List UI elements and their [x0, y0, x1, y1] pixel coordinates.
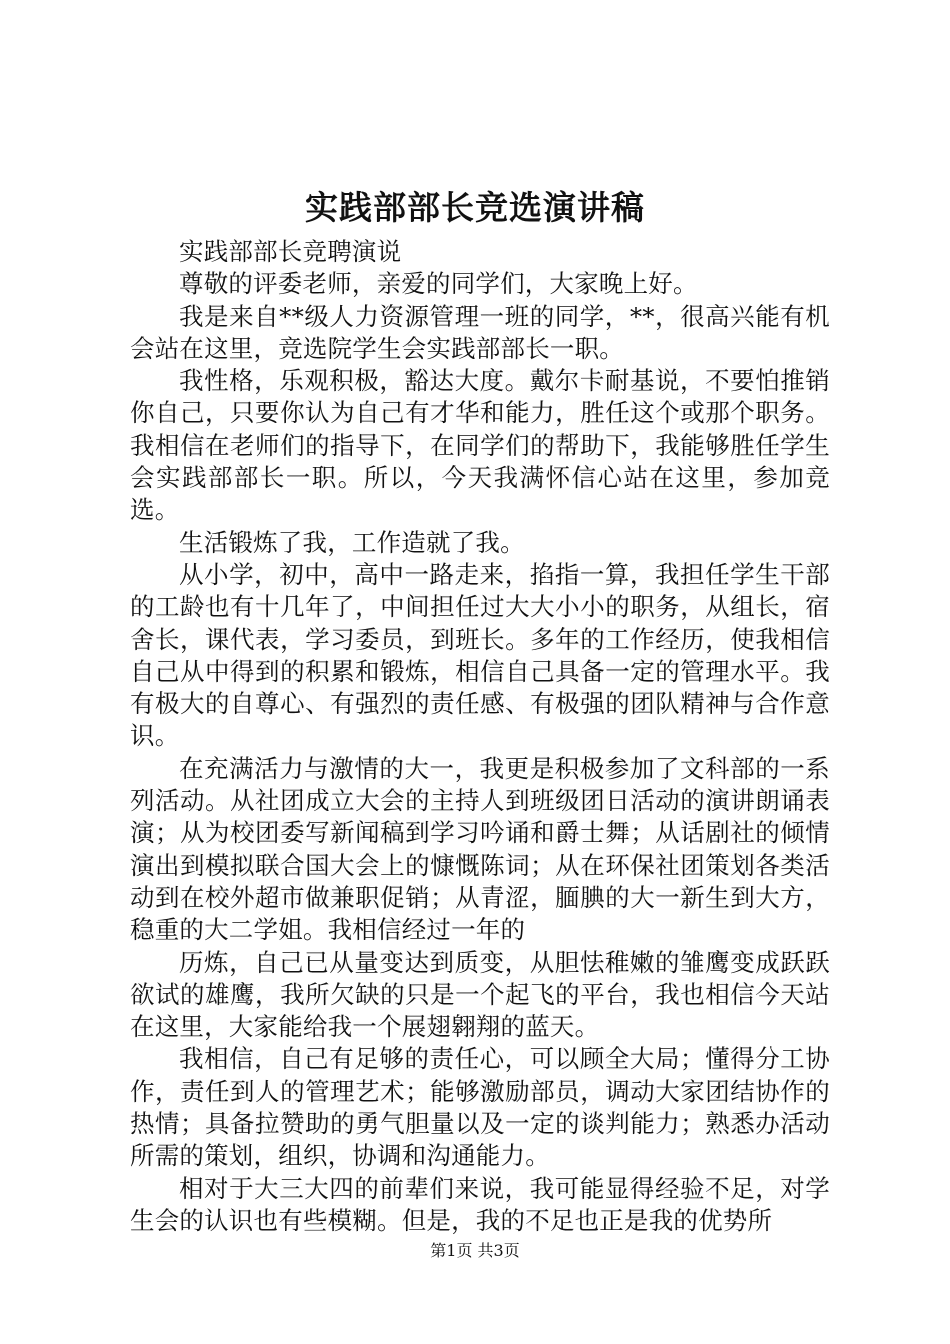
paragraph: 我相信，自己有足够的责任心，可以顾全大局；懂得分工协作，责任到人的管理艺术；能够激励部员，调动大家团结协作的热情；具备拉赞助的勇气胆量以及一定的谈判能力；熟悉办活动所需的策划，组织，协调和沟通能力。: [130, 1044, 830, 1171]
page-number-footer: 第1页 共3页: [430, 1241, 520, 1260]
paragraph: 生活锻炼了我，工作造就了我。: [179, 527, 525, 557]
paragraph: 相对于大三大四的前辈们来说，我可能显得经验不足，对学生会的认识也有些模糊。但是，我的不足也正是我的优势所: [130, 1173, 830, 1235]
paragraph: 尊敬的评委老师，亲爱的同学们，大家晚上好。: [179, 269, 698, 299]
document-body: [130, 236, 830, 1237]
paragraph: 实践部部长竞聘演说: [179, 237, 402, 266]
paragraph: 历炼，自己已从量变达到质变，从胆怯稚嫩的雏鹰变成跃跃欲试的雄鹰，我所欠缺的只是一个起飞的平台，我也相信今天站在这里，大家能给我一个展翅翱翔的蓝天。: [130, 947, 830, 1042]
document-title: 实践部部长竞选演讲稿: [305, 188, 645, 227]
paragraph: 我性格，乐观积极，豁达大度。戴尔卡耐基说，不要怕推销你自己，只要你认为自己有才华和能力，胜任这个或那个职务。我相信在老师们的指导下，在同学们的帮助下，我能够胜任学生会实践部部长一职。所以，今天我满怀信心站在这里，参加竞选。: [130, 366, 830, 525]
paragraph: 从小学，初中，高中一路走来，掐指一算，我担任学生干部的工龄也有十几年了，中间担任过大大小小的职务，从组长，宿舍长，课代表，学习委员，到班长。多年的工作经历，使我相信自己从中得到的积累和锻炼，相信自己具备一定的管理水平。我有极大的自尊心、有强烈的责任感、有极强的团队精神与合作意识。: [130, 559, 830, 751]
paragraph: 我是来自**级人力资源管理一班的同学，**，很高兴能有机会站在这里，竞选院学生会实践部部长一职。: [130, 301, 830, 363]
paragraph: 在充满活力与激情的大一，我更是积极参加了文科部的一系列活动。从社团成立大会的主持人到班级团日活动的演讲朗诵表演；从为校团委写新闻稿到学习吟诵和爵士舞；从话剧社的倾情演出到模拟联合国大会上的慷慨陈词；从在环保社团策划各类活动到在校外超市做兼职促销；从青涩，腼腆的大一新生到大方，稳重的大二学姐。我相信经过一年的: [130, 753, 830, 945]
